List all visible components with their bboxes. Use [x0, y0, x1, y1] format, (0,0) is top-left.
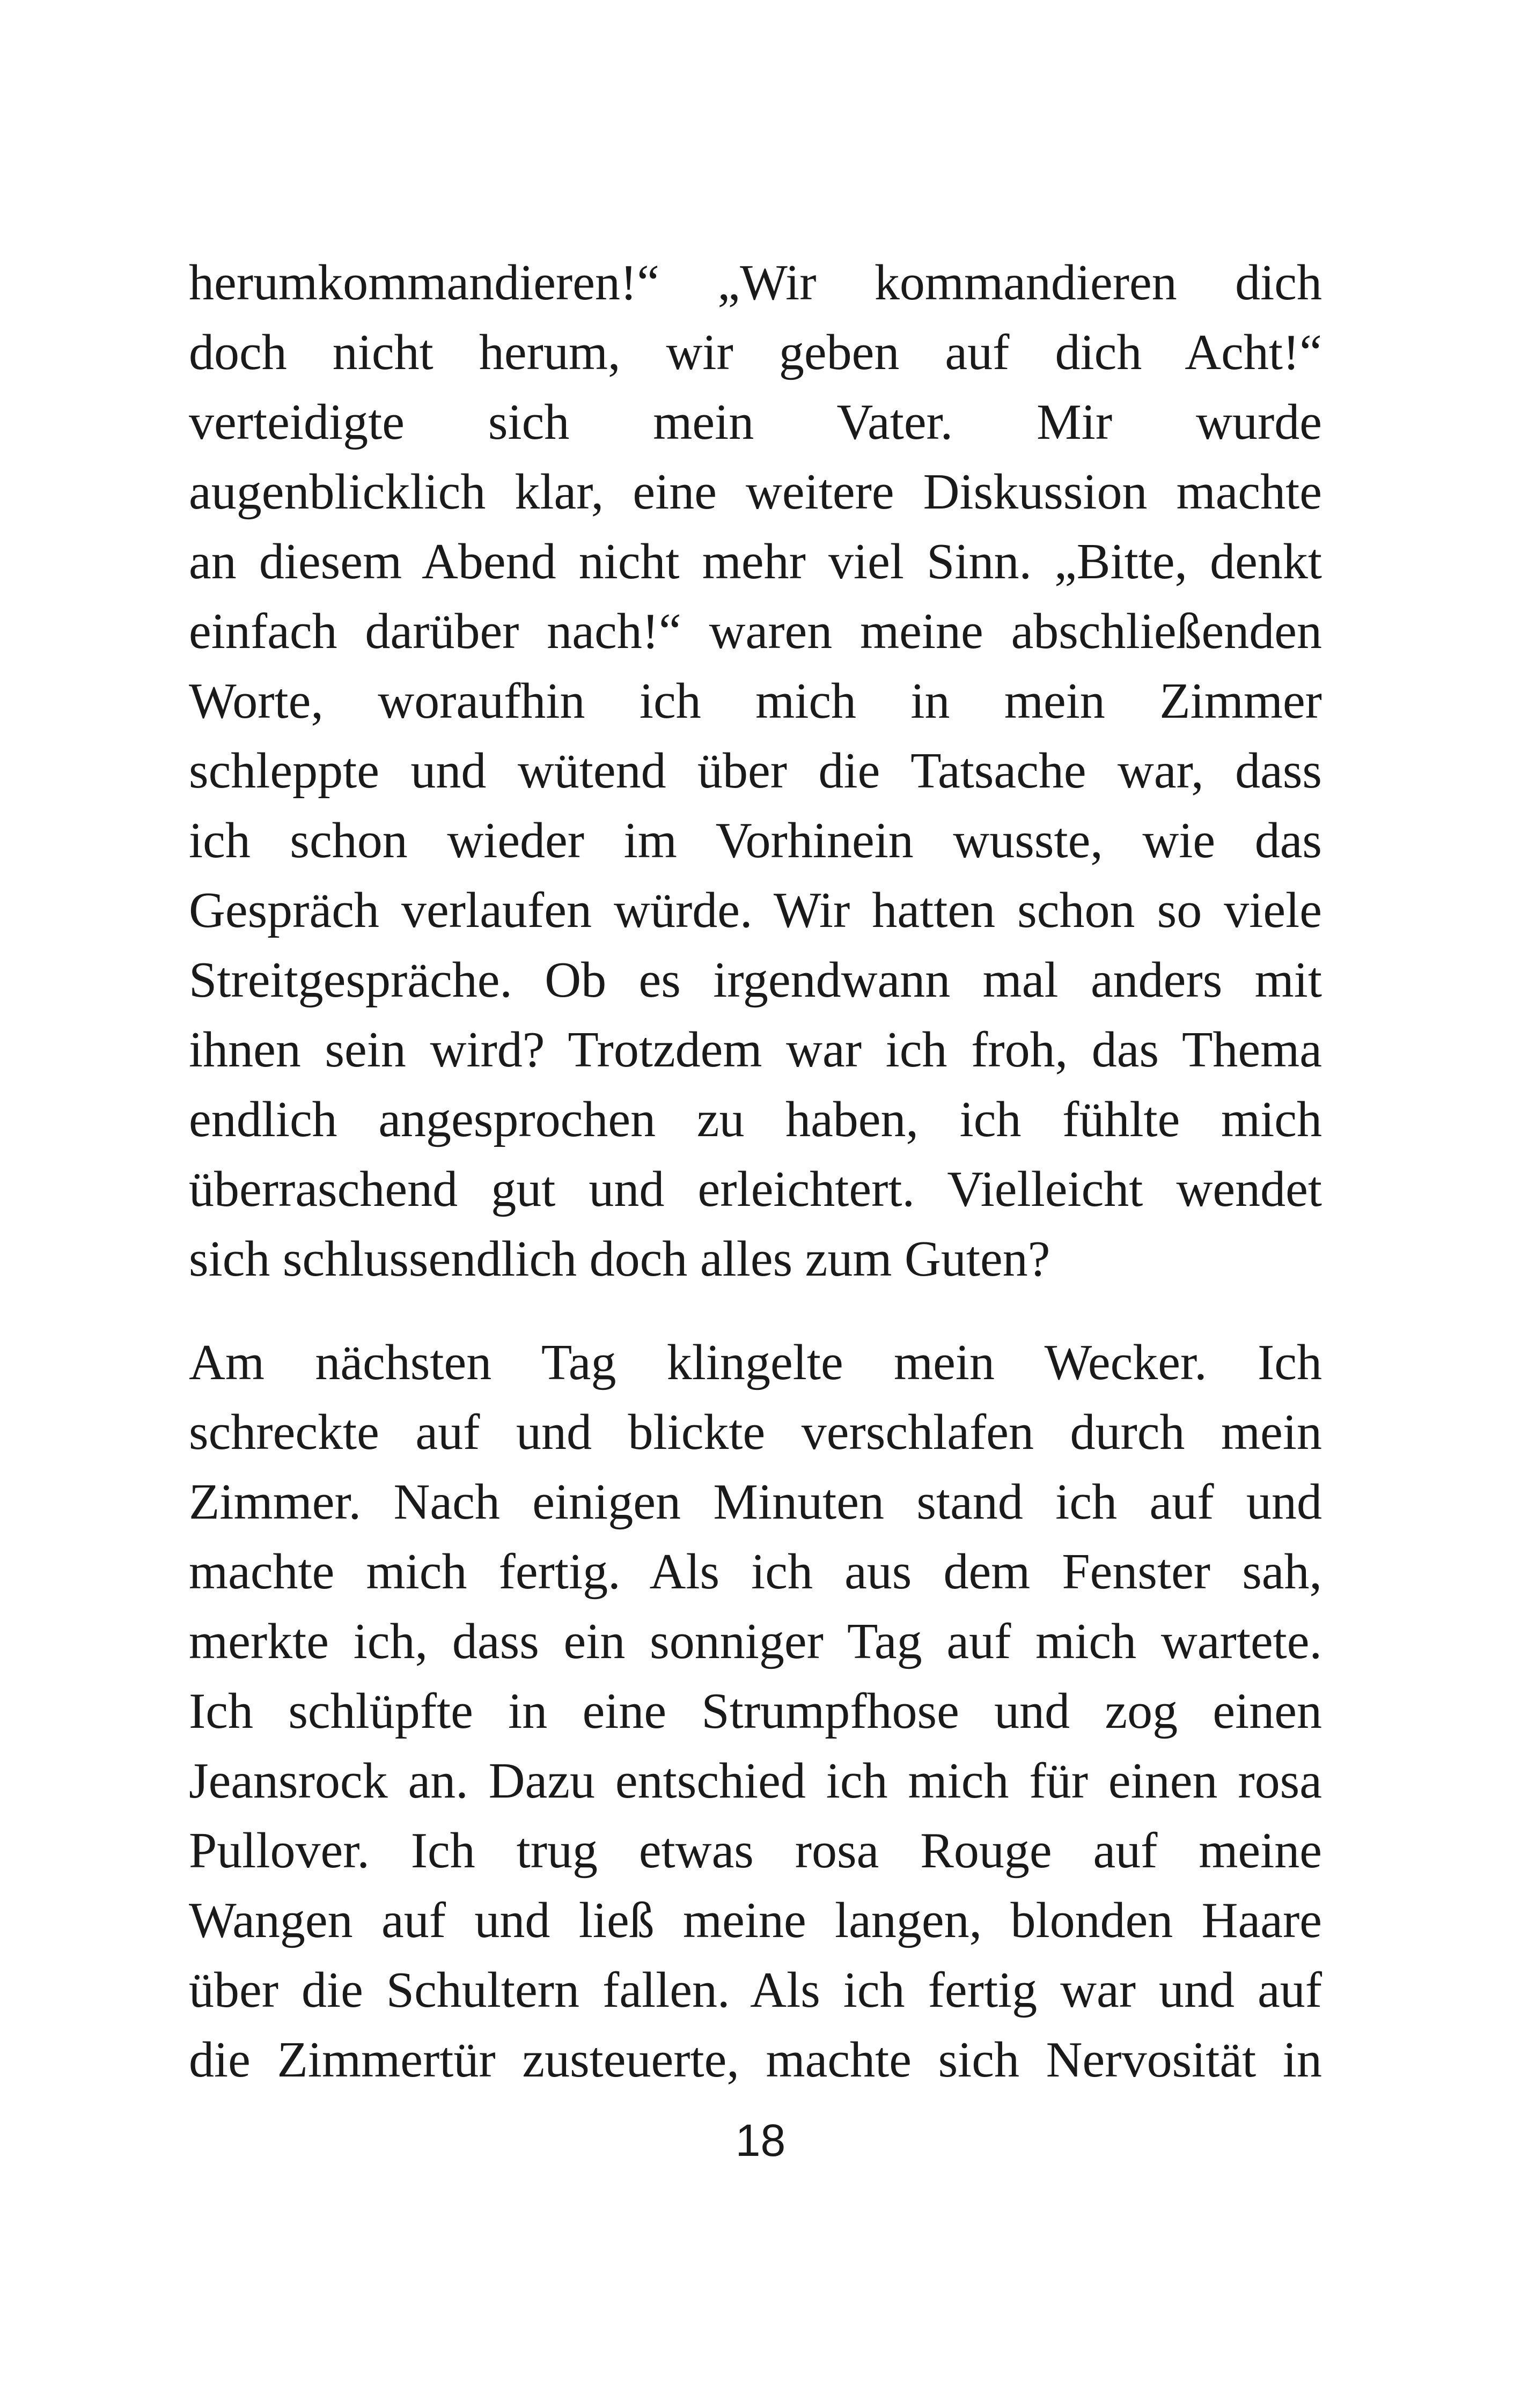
- page-number: 18: [735, 2115, 786, 2166]
- text-line: verteidigte sich mein Vater. Mir wurde: [189, 394, 1322, 450]
- text-line: über die Schultern fallen. Als ich fertig war und auf: [189, 1962, 1322, 2018]
- text-line: Wangen auf und ließ meine langen, blonden Haare: [189, 1892, 1322, 1948]
- text-line: endlich angesprochen zu haben, ich fühlte mich: [189, 1092, 1322, 1147]
- text-line: augenblicklich klar, eine weitere Diskussion machte: [189, 464, 1322, 520]
- text-line: Worte, woraufhin ich mich in mein Zimmer: [189, 673, 1322, 729]
- text-line: doch nicht herum, wir geben auf dich Acht!“: [189, 325, 1322, 380]
- text-line: herumkommandieren!“ „Wir kommandieren dich: [189, 255, 1322, 311]
- text-line: an diesem Abend nicht mehr viel Sinn. „Bitte, denkt: [189, 534, 1322, 590]
- text-line: Zimmer. Nach einigen Minuten stand ich auf und: [189, 1474, 1322, 1530]
- text-line: merkte ich, dass ein sonniger Tag auf mich wartete.: [189, 1614, 1322, 1669]
- text-line: die Zimmertür zusteuerte, machte sich Nervosität in: [189, 2032, 1322, 2088]
- text-line: überraschend gut und erleichtert. Vielleicht wendet: [189, 1161, 1322, 1217]
- text-line: Ich schlüpfte in eine Strumpfhose und zog einen: [189, 1683, 1322, 1739]
- text-line: Am nächsten Tag klingelte mein Wecker. Ich: [189, 1335, 1322, 1390]
- paragraph-1: [189, 248, 1322, 1294]
- text-line: ich schon wieder im Vorhinein wusste, wie das: [189, 813, 1322, 868]
- text-line: Pullover. Ich trug etwas rosa Rouge auf meine: [189, 1823, 1322, 1879]
- text-line: machte mich fertig. Als ich aus dem Fenster sah,: [189, 1544, 1322, 1600]
- text-line: sich schlussendlich doch alles zum Guten?: [189, 1231, 1050, 1287]
- paragraph-2: [189, 1328, 1322, 2095]
- text-line: Gespräch verlaufen würde. Wir hatten schon so viele: [189, 882, 1322, 938]
- text-line: Jeansrock an. Dazu entschied ich mich für einen rosa: [189, 1753, 1322, 1809]
- text-line: einfach darüber nach!“ waren meine abschließenden: [189, 603, 1322, 659]
- text-line: ihnen sein wird? Trotzdem war ich froh, das Thema: [189, 1022, 1322, 1078]
- text-line: schreckte auf und blickte verschlafen durch mein: [189, 1404, 1322, 1460]
- text-line: schleppte und wütend über die Tatsache war, dass: [189, 743, 1322, 799]
- text-line: Streitgespräche. Ob es irgendwann mal anders mit: [189, 952, 1322, 1008]
